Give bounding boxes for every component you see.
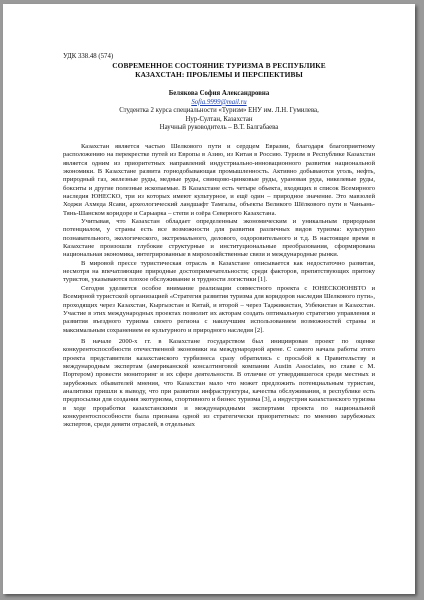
paragraph-3: В мировой прессе туристическая отрасль в Казахстане описывается как недостаточно развитая, несмотря на впечатляющие природные достопримечательности; среди факторов, препятствующих притоку туристов, указываются плохое обслуживание и трудности логистики [1].: [63, 259, 375, 284]
document-content: [63, 53, 375, 430]
paragraph-5: В начале 2000-х гг. в Казахстане государством был инициирован проект по оценке конкурентоспособности отечественной экономики на международной арене. С самого начала работы этого проекта представители казахстанского турбизнеса сразу обратились с просьбой к Правительству и международным экспертам (американской консалтинговой компании Austin Associates, во главе с М. Портером) провести мониторинг и их сфере деятельности. В отличие от утвердившегося среди местных и зарубежных обывателей мнения, что Казахстан мало что может предложить потенциальным туристам, аналитики пришли к выводу, что при развитии инфраструктуры, качества обслуживания, в республике есть предпосылки для создания экотуризма, спортивного и бизнес туризма [3], а индустрия казахстанского туризма в ходе проработки казахстанскими и международными экспертами проекта по национальной конкурентоспособности была признана одной из стратегически приоритетных: по мнению зарубежных экспертов, среди девяти отраслей, в отдельных: [63, 337, 375, 429]
paragraph-2: Учитывая, что Казахстан обладает определенным экономическим и уникальным природным потенциалом, у страны есть все возможности для развития различных видов туризма: культурно познавательного, экологического, экстремального, делового, оздоровительного и т.д. В настоящее время в Казахстане произошли глубокие структурные и институциональные преобразования, сформирована национальная экономика, интегрированные в мирохозяйственные связи и международные рынки.: [63, 218, 375, 259]
author-name: Белякова София Александровна: [168, 90, 270, 97]
udk-code: УДК 338.48 (574): [63, 53, 114, 60]
paper-title-line-1: СОВРЕМЕННОЕ СОСТОЯНИЕ ТУРИЗМА В РЕСПУБЛИКЕ: [112, 61, 326, 70]
document-page: [3, 4, 415, 594]
author-affiliation: Студентка 2 курса специальности «Туризм» ЕНУ им. Л.Н. Гумилева,: [119, 107, 319, 115]
author-email-link[interactable]: Sofia.9999@mail.ru: [191, 98, 247, 106]
spacer: [63, 133, 375, 143]
paragraph-4: Сегодня уделяется особое внимание реализации совместного проекта с ЮНЕСКОЮНВТО и Всемирной туристской организацией «Стратегия развития туризма для коридоров наследия Шелкового пути», проходящих через Казахстан, Кыргызстан и Китай, и второй – через Таджикистан, Узбекистан и Казахстан. Участие в этих международных проектах позволит их акторам создать оптимальную стратегию управления и развития въездного туризма своего региона с наилучшим использованием возможностей страны и максимальным сохранением ее культурного и природного наследия [2].: [63, 284, 375, 334]
author-block: [63, 90, 375, 133]
author-city: Нур-Султан, Казахстан: [185, 115, 253, 123]
paper-title-line-2: КАЗАХСТАН: ПРОБЛЕМЫ И ПЕРСПЕКТИВЫ: [135, 70, 303, 79]
scientific-advisor: Научный руководитель – В.Т. Балгабаева: [159, 124, 279, 132]
paragraph-1: Казахстан является частью Шелкового пути и сердцем Евразии, благодаря благоприятному расположению на перекрестке путей из Европы в Азию, из Китая в Россию. Туризм в Республике Казахстан является одним из приоритетных направлений индустриально-инновационного развития национальной экономики. В Казахстане развита горнодобывающая промышленность. Активно добываются уголь, нефть, природный газ, железные руды, медные руды, свинцово-цинковые руды, урановая руда, никелевые руды, бокситы и другие полезные ископаемые. В Казахстане есть четыре объекта, входящих в список Всемирного наследия ЮНЕСКО, три из которых имеют культурное, и ещё один – природное значение. Это мавзолей Ходжи Ахмеда Ясави, археологический ландшафт Тамгалы, объекты Великого Шёлкового пути в Чаньань-Тянь-Шанском коридоре и Сарыарка – степи и озёра Северного Казахстана.: [63, 142, 375, 217]
